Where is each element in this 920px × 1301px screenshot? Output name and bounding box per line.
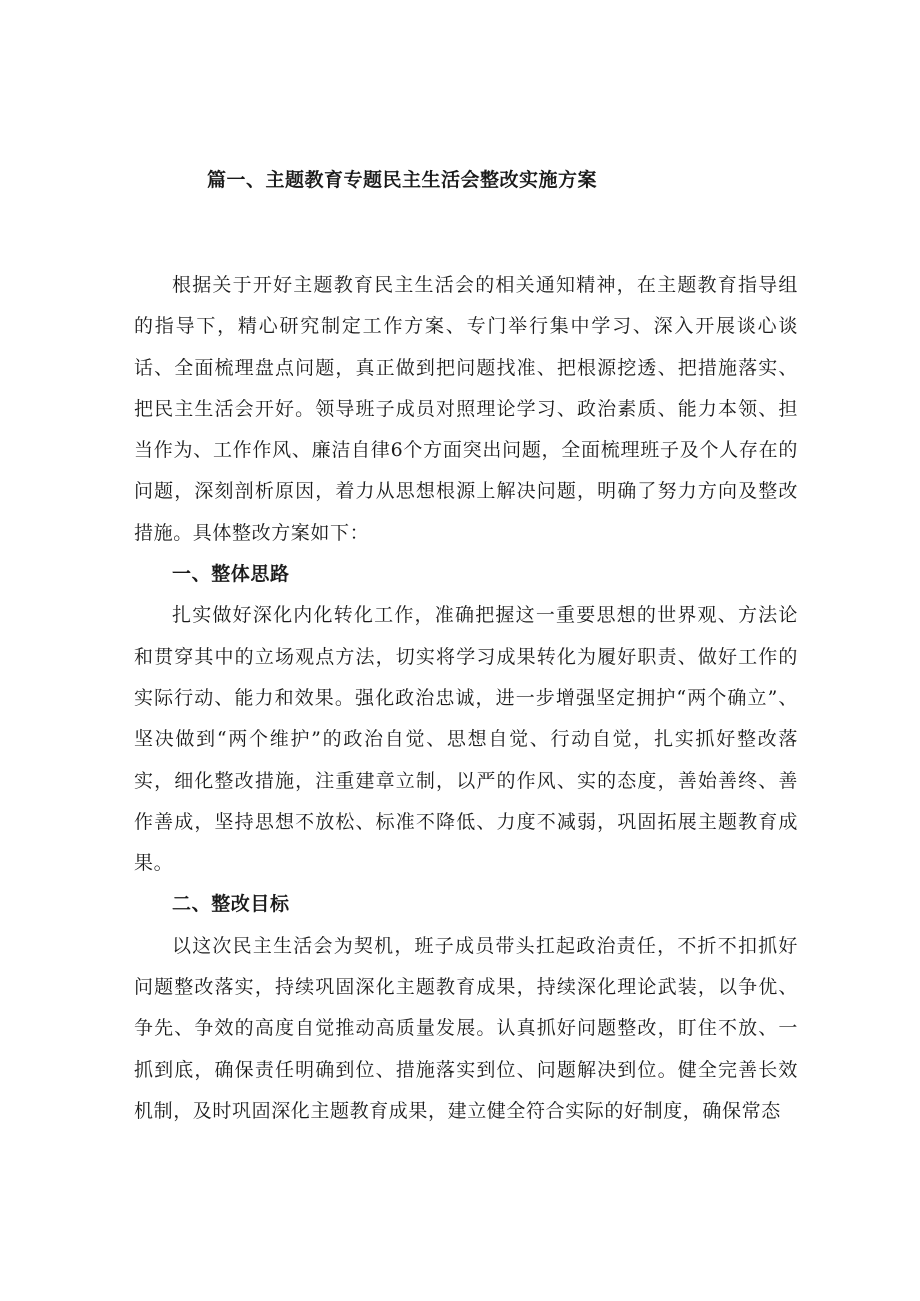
- intro-paragraph: 根据关于开好主题教育民主生活会的相关通知精神，在主题教育指导组的指导下，精心研究制定工作方案、专门举行集中学习、深入开展谈心谈话、全面梳理盘点问题，真正做到把问题找准、把根源挖透、把措施落实、把民主生活会开好。领导班子成员对照理论学习、政治素质、能力本领、担当作为、工作作风、廉洁自律6个方面突出问题，全面梳理班子及个人存在的问题，深刻剖析原因，着力从思想根源上解决问题，明确了努力方向及整改措施。具体整改方案如下：: [134, 274, 798, 544]
- document-title: 篇一、主题教育专题民主生活会整改实施方案: [206, 169, 597, 191]
- section-heading-rectification-goals: 二、整改目标: [172, 893, 290, 916]
- section-paragraph-overall-approach: 扎实做好深化内化转化工作，准确把握这一重要思想的世界观、方法论和贯穿其中的立场观点方法，切实将学习成果转化为履好职责、做好工作的实际行动、能力和效果。强化政治忠诚，进一步增强坚定拥护“两个确立”、坚决做到“两个维护”的政治自觉、思想自觉、行动自觉，扎实抓好整改落实，细化整改措施，注重建章立制，以严的作风、实的态度，善始善终、善作善成，坚持思想不放松、标准不降低、力度不减弱，巩固拓展主题教育成果。: [134, 604, 798, 875]
- document-body: [134, 265, 798, 1132]
- section-heading-overall-approach: 一、整体思路: [172, 563, 290, 586]
- section-paragraph-rectification-goals: 以这次民主生活会为契机，班子成员带头扛起政治责任，不折不扣抓好问题整改落实，持续巩固深化主题教育成果，持续深化理论武装，以争优、争先、争效的高度自觉推动高质量发展。认真抓好问题整改，盯住不放、一抓到底，确保责任明确到位、措施落实到位、问题解决到位。健全完善长效机制，及时巩固深化主题教育成果，建立健全符合实际的好制度，确保常态: [134, 934, 798, 1122]
